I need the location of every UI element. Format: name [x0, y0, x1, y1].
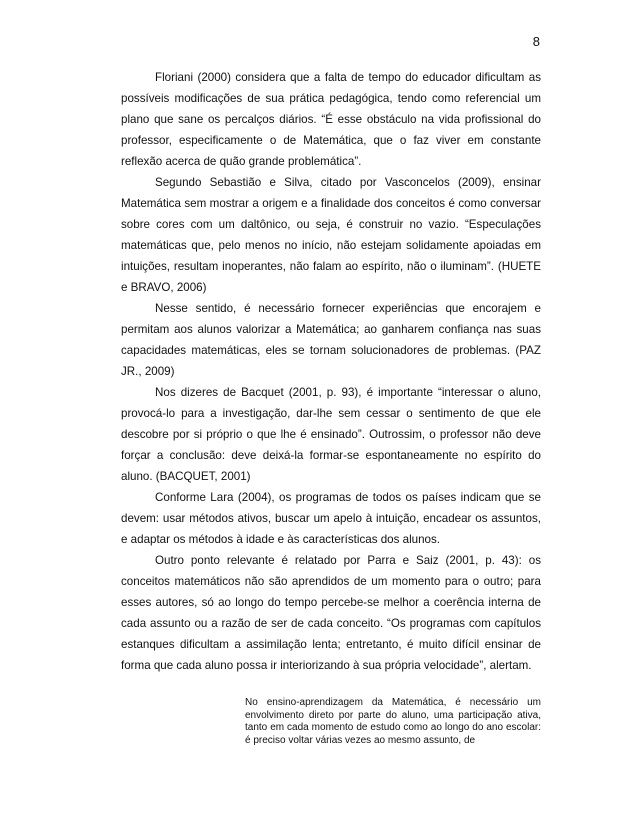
long-quote-text: No ensino-aprendizagem da Matemática, é necessário um envolvimento direto por parte do aluno, uma participação ativa, tanto em cada momento de estudo como ao longo do ano escolar: é preciso voltar várias vezes ao mesmo assunto, de: [245, 697, 541, 746]
paragraph-floriani: Floriani (2000) considera que a falta de tempo do educador dificultam as possíveis modificações de sua prática pedagógica, tendo como referencial um plano que sane os percalços diários. “É esse obstáculo na vida profissional do professor, especificamente o de Matemática, que o faz viver em constante reflexão acerca de quão grande problemática”.: [121, 71, 541, 168]
paragraph-bacquet: Nos dizeres de Bacquet (2001, p. 93), é importante “interessar o aluno, provocá-lo para a investigação, dar-lhe sem cessar o sentimento de que ele descobre por si próprio o que lhe é ensinado”. Outrossim, o professor não deve forçar a conclusão: deve deixá-la formar-se espontaneamente no espírito do aluno. (BACQUET, 2001): [121, 386, 541, 483]
paragraph-sebastiao-silva: Segundo Sebastião e Silva, citado por Vasconcelos (2009), ensinar Matemática sem mostrar a origem e a finalidade dos conceitos é como conversar sobre cores com um daltônico, ou seja, é construir no vazio. “Especulações matemáticas que, pelo menos no início, não estejam solidamente apoiadas em intuições, resultam inoperantes, não falam ao espírito, não o iluminam”. (HUETE e BRAVO, 2006): [121, 176, 541, 294]
page-number: 8: [532, 34, 540, 49]
paragraph-parra-saiz: Outro ponto relevante é relatado por Parra e Saiz (2001, p. 43): os conceitos matemáticos não são aprendidos de um momento para o outro; para esses autores, só ao longo do tempo percebe-se melhor a coerência interna de cada assunto ou a razão de ser de cada conceito. “Os programas com capítulos estanques dificultam a assimilação lenta; entretanto, é muito difícil ensinar de forma que cada aluno possa ir interiorizando à sua própria velocidade”, alertam.: [121, 554, 541, 672]
body-text: [121, 67, 541, 676]
paragraph-nesse-sentido: Nesse sentido, é necessário fornecer experiências que encorajem e permitam aos alunos valorizar a Matemática; ao ganharem confiança nas suas capacidades matemáticas, eles se tornam solucionadores de problemas. (PAZ JR., 2009): [121, 302, 541, 378]
paragraph-lara: Conforme Lara (2004), os programas de todos os países indicam que se devem: usar métodos ativos, buscar um apelo à intuição, encadear os assuntos, e adaptar os métodos à idade e às características dos alunos.: [121, 491, 541, 546]
long-quote-block: [245, 697, 541, 747]
